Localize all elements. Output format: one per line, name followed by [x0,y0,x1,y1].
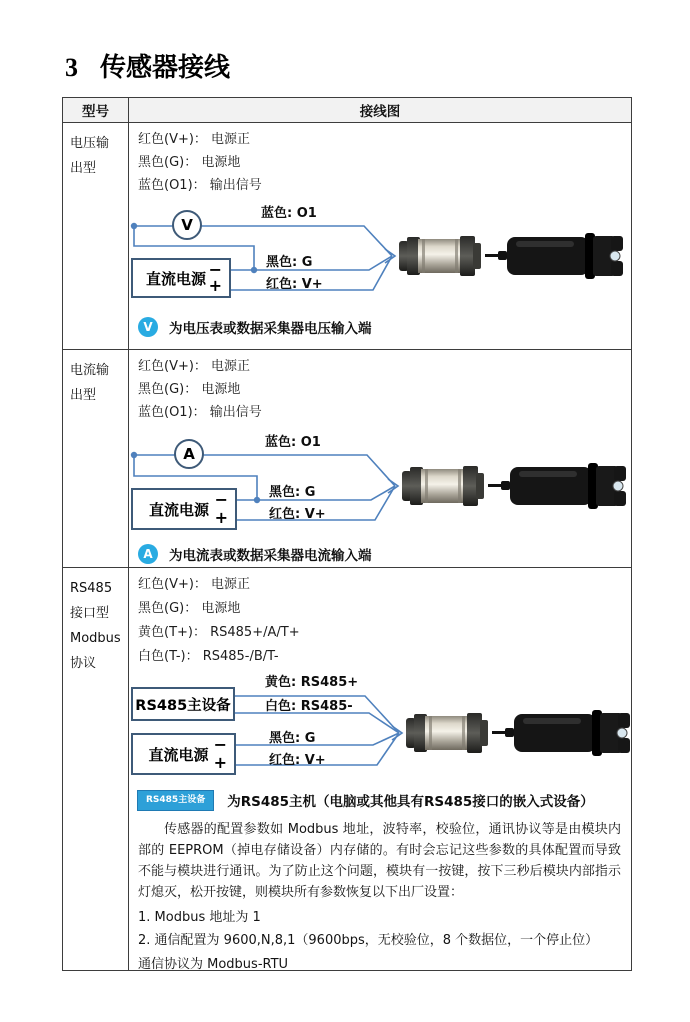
pin-line: 黄色(T+)： RS485+/A/T+ [138,625,300,640]
wire-label-white: 白色: RS485- [265,699,353,714]
table-row-current [63,349,631,567]
ammeter-badge-icon: A [138,544,158,564]
current-wiring-diagram [129,428,631,536]
plus-terminal: + [214,508,228,527]
col-header-model: 型号 [63,98,129,122]
pin-line: 白色(T-)： RS485-/B/T- [138,649,279,664]
model-cell-current [63,350,129,567]
wire-label-black: 黑色: G [266,255,313,270]
plus-terminal: + [208,276,222,295]
rs485-note [137,788,631,812]
pin-definitions [129,350,631,424]
pin-definitions [129,568,631,669]
minus-terminal: − [214,490,228,509]
current-note [138,542,631,566]
wire-label-blue: 蓝色: O1 [265,435,321,450]
dc-power-box [131,733,236,775]
table-row-voltage [63,122,631,349]
pin-definitions [129,123,631,197]
table-row-rs485 [63,567,631,970]
model-line: 电压输 [70,136,110,151]
metal-connector-photo [402,466,484,506]
table-header-row [63,98,631,122]
model-line: 协议 [70,656,97,671]
pin-line: 红色(V+)： 电源正 [138,577,251,592]
wire-label-red: 红色: V+ [269,507,326,522]
note-text: 为电压表或数据采集器电压输入端 [169,321,372,337]
plus-terminal: + [213,753,227,772]
rs485-master-label: RS485主设备 [135,697,231,714]
voltmeter-badge-icon: V [138,317,158,337]
wire-label-black: 黑色: G [269,485,316,500]
ammeter-symbol [174,439,204,469]
minus-terminal: − [208,260,222,279]
note-text: 为电流表或数据采集器电流输入端 [169,548,372,564]
diagram-cell-current [129,350,631,567]
pin-line: 黑色(G)： 电源地 [138,155,241,170]
dc-power-box [131,488,237,530]
minus-terminal: − [213,735,227,754]
model-line: 电流输 [70,363,110,378]
sensor-probe-photo [485,233,623,279]
model-line: 出型 [70,161,97,176]
dc-power-label: 直流电源 [148,745,209,764]
pin-line: 黑色(G)： 电源地 [138,601,241,616]
list-item: 2. 通信配置为 9600,N,8,1（9600bps，无校验位，8 个数据位，一个停止位） [138,933,599,948]
voltmeter-symbol [172,210,202,240]
dc-power-label: 直流电源 [148,500,209,519]
section-title-text: 传感器接线 [100,53,231,83]
model-cell-voltage [63,123,129,349]
section-title [65,47,230,84]
meter-letter: V [181,216,193,234]
protocol-line: 通信协议为 Modbus-RTU [138,957,289,970]
metal-connector-photo [406,713,488,753]
pin-line: 红色(V+)： 电源正 [138,359,251,374]
voltage-wiring-diagram [129,201,631,309]
factory-settings-list [138,906,631,952]
wire-label-yellow: 黄色: RS485+ [265,675,359,690]
model-line: 接口型 [70,606,110,621]
note-text: 为RS485主机（电脑或其他具有RS485接口的嵌入式设备） [227,794,594,810]
model-line: RS485 [70,581,113,596]
pin-line: 蓝色(O1)： 输出信号 [138,178,262,193]
wire-label-black: 黑色: G [269,731,316,746]
model-line: Modbus [70,631,121,646]
wire-label-red: 红色: V+ [266,277,323,292]
metal-connector-photo [399,236,481,276]
config-paragraph: 传感器的配置参数如 Modbus 地址，波特率，校验位，通讯协议等是由模块内部的 EEPROM（掉电存储设备）内存储的。有时会忘记这些参数的具体配置而导致不能与模块进行通讯。为了防止这个问题，模块有一按键，按下三秒后模块内部指示灯熄灭，松开按键，则模块所有参数恢复以下出厂设置： [138,822,621,900]
rs485-master-badge: RS485主设备 [137,790,214,811]
sensor-probe-photo [492,710,630,756]
wiring-table [62,97,632,971]
model-line: 出型 [70,388,97,403]
wire-label-blue: 蓝色: O1 [261,206,317,221]
voltage-note [138,315,631,339]
dc-power-label: 直流电源 [145,269,206,288]
diagram-cell-rs485 [129,568,631,970]
pin-line: 黑色(G)： 电源地 [138,382,241,397]
pin-line: 红色(V+)： 电源正 [138,132,251,147]
dc-power-box [131,258,231,298]
section-number: 3 [65,53,78,83]
meter-letter: A [183,445,195,463]
list-item: 1. Modbus 地址为 1 [138,910,261,925]
diagram-cell-voltage [129,123,631,349]
sensor-probe-photo [488,463,626,509]
model-cell-rs485 [63,568,129,970]
wire-label-red: 红色: V+ [269,753,326,768]
rs485-wiring-diagram [129,671,631,781]
col-header-diagram: 接线图 [359,104,401,120]
rs485-master-box [131,687,235,721]
pin-line: 蓝色(O1)： 输出信号 [138,405,262,420]
